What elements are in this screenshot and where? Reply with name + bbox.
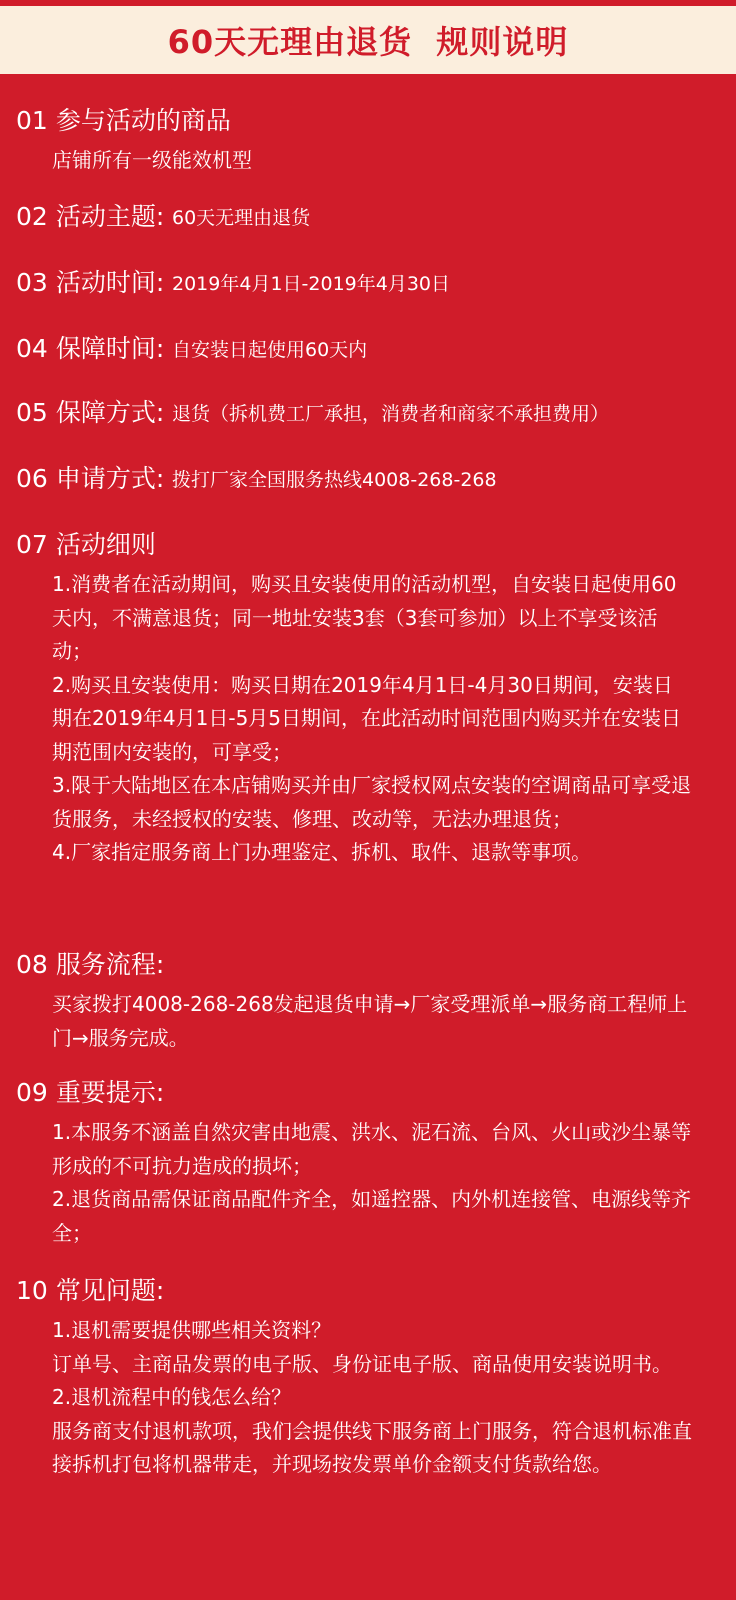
section-number: 08 [16, 950, 48, 979]
body-line: 1.消费者在活动期间，购买且安装使用的活动机型，自安装日起使用60天内，不满意退货；同一地址安装3套（3套可参加）以上不享受该活动； [52, 572, 677, 663]
section-heading [16, 950, 164, 980]
body-line: 1.本服务不涵盖自然灾害由地震、洪水、泥石流、台风、火山或沙尘暴等形成的不可抗力造成的损坏； [52, 1120, 692, 1178]
section-label: 保障方式: [55, 398, 165, 427]
section-value: 60天无理由退货 [172, 207, 311, 229]
body-line: 服务商支付退机款项，我们会提供线下服务商上门服务，符合退机标准直接拆机打包将机器带走，并现场按发票单价金额支付货款给您。 [52, 1418, 692, 1476]
section-number: 07 [16, 530, 48, 559]
section-heading [16, 268, 164, 298]
section-heading [16, 464, 164, 494]
page-title: 60天无理由退货 规则说明 [167, 23, 569, 61]
section-number: 10 [16, 1276, 48, 1305]
section-body [52, 1116, 692, 1250]
section-value: 退货（拆机费工厂承担，消费者和商家不承担费用） [172, 403, 610, 425]
section-heading [16, 530, 156, 560]
section-number: 03 [16, 268, 48, 297]
section-value: 2019年4月1日-2019年4月30日 [172, 273, 451, 295]
section-number: 01 [16, 106, 48, 135]
section-value: 拨打厂家全国服务热线4008-268-268 [172, 469, 497, 491]
section-heading [16, 106, 231, 136]
section-heading [16, 202, 164, 232]
section-body [52, 144, 692, 178]
section-label: 保障时间: [55, 334, 165, 363]
body-line: 2.购买且安装使用：购买日期在2019年4月1日-4月30日期间，安装日期在2019年4月1日-5月5日期间，在此活动时间范围内购买并在安装日期范围内安装的，可享受； [52, 672, 682, 764]
section-heading [16, 1078, 164, 1108]
section-label: 活动细则 [55, 530, 156, 559]
section-label: 重要提示: [55, 1078, 165, 1107]
section-label: 申请方式: [55, 464, 165, 493]
body-line: 订单号、主商品发票的电子版、身份证电子版、商品使用安装说明书。 [52, 1351, 672, 1376]
body-line: 店铺所有一级能效机型 [52, 148, 252, 172]
section-heading [16, 1276, 164, 1306]
section-heading [16, 398, 164, 428]
section-number: 06 [16, 464, 48, 493]
section-body [52, 568, 692, 870]
body-line: 2.退货商品需保证商品配件齐全，如遥控器、内外机连接管、电源线等齐全； [52, 1187, 692, 1245]
section-label: 活动时间: [55, 268, 165, 297]
body-line: 买家拨打4008-268-268发起退货申请→厂家受理派单→服务商工程师上门→服务完成。 [52, 992, 688, 1050]
body-line: 2.退机流程中的钱怎么给？ [52, 1385, 292, 1409]
title-bar [0, 6, 736, 74]
section-number: 05 [16, 398, 48, 427]
section-number: 09 [16, 1078, 48, 1107]
body-line: 4.厂家指定服务商上门办理鉴定、拆机、取件、退款等事项。 [52, 840, 592, 864]
section-body [52, 1314, 692, 1482]
section-number: 02 [16, 202, 48, 231]
body-line: 1.退机需要提供哪些相关资料？ [52, 1318, 332, 1342]
section-label: 常见问题: [55, 1276, 165, 1305]
section-heading [16, 334, 164, 364]
section-value: 自安装日起使用60天内 [172, 339, 368, 361]
section-label: 服务流程: [55, 950, 165, 979]
section-label: 活动主题: [55, 202, 165, 231]
body-line: 3.限于大陆地区在本店铺购买并由厂家授权网点安装的空调商品可享受退货服务，未经授权的安装、修理、改动等，无法办理退货； [52, 773, 692, 831]
section-number: 04 [16, 334, 48, 363]
section-body [52, 988, 692, 1055]
section-label: 参与活动的商品 [55, 106, 231, 135]
